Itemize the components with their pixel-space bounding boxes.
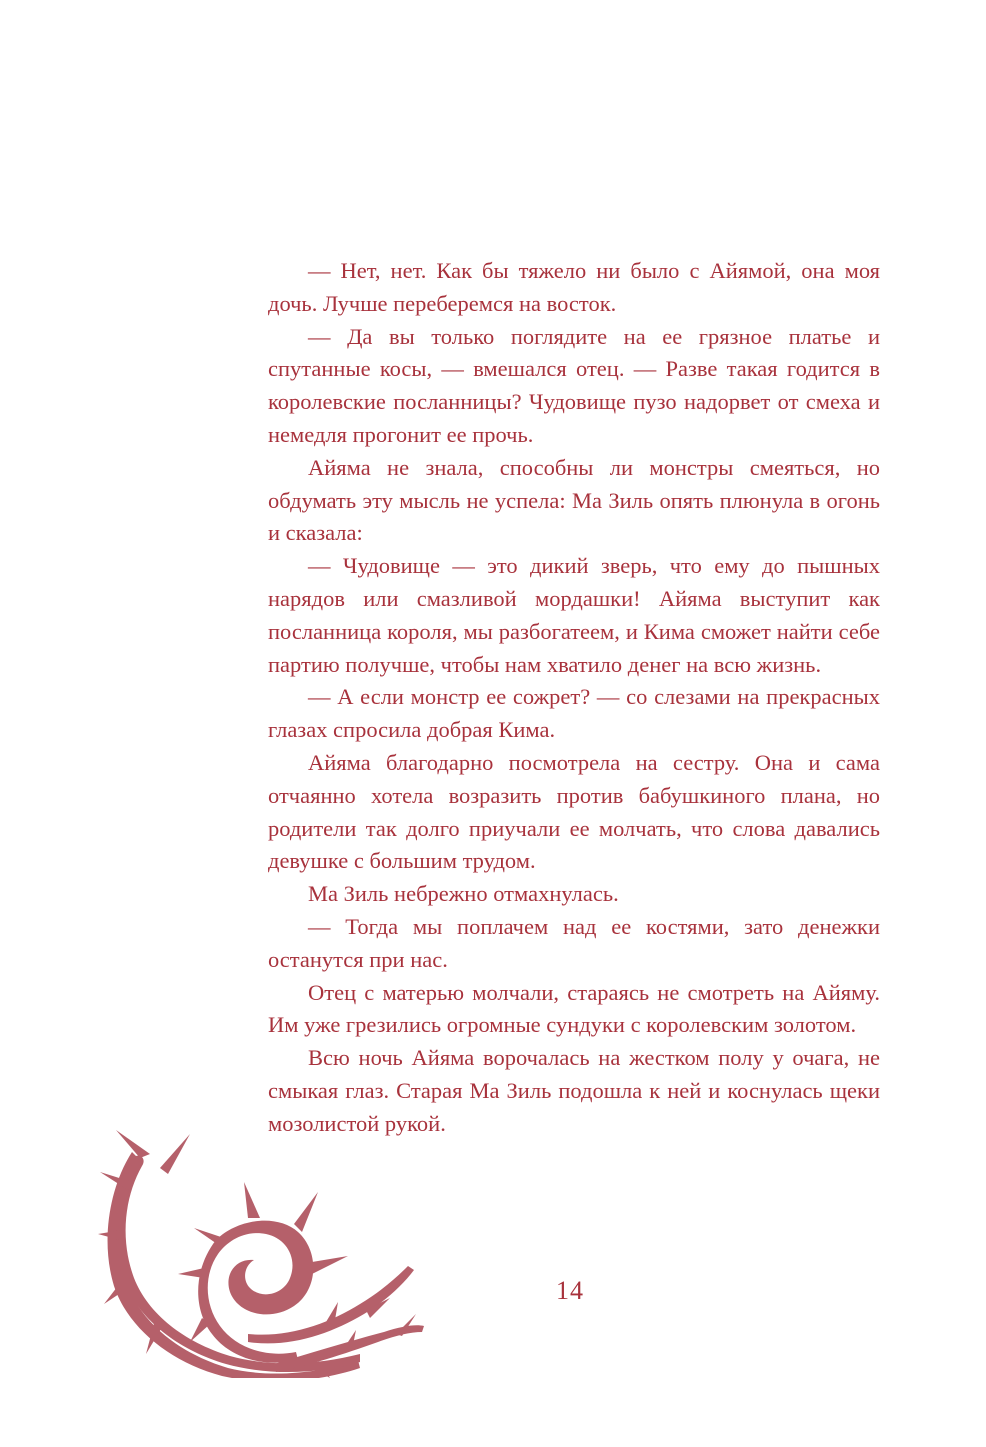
paragraph: Ма Зиль небрежно отмахнулась. (308, 881, 619, 907)
page-number: 14 (556, 1276, 584, 1305)
thorny-vine-ornament-icon (98, 1128, 428, 1378)
paragraph: — А если монстр ее сожрет? — со слезами на прекрасных глазах спросила добрая Кима. (268, 684, 880, 743)
paragraph: — Да вы только поглядите на ее грязное платье и спутанные косы, — вмешался отец. — Разве такая годится в королевские посланницы? Чудовище пузо надорвет от смеха и немедля прогонит ее прочь. (268, 323, 880, 447)
paragraph: — Чудовище — это дикий зверь, что ему до пышных нарядов или смазливой мордашки! Айяма выступит как посланница короля, мы разбогатеем, и Кима сможет найти себе партию получше, чтобы нам хватило денег на всю жизнь. (268, 553, 880, 677)
paragraph: Всю ночь Айяма ворочалась на жестком полу у очага, не смыкая глаз. Старая Ма Зиль подошла к ней и коснулась щеки мозолистой рукой. (268, 1045, 880, 1136)
paragraph: Отец с матерью молчали, стараясь не смотреть на Айяму. Им уже грезились огромные сундуки с королевским золотом. (268, 979, 880, 1038)
paragraph: — Нет, нет. Как бы тяжело ни было с Айямой, она моя дочь. Лучше переберемся на восток. (268, 258, 880, 316)
paragraph: Айяма благодарно посмотрела на сестру. Она и сама отчаянно хотела возразить против бабушкиного плана, но родители так долго приучали ее молчать, что слова давались девушке с большим трудом. (268, 749, 880, 874)
paragraph: — Тогда мы поплачем над ее костями, зато денежки останутся при нас. (268, 913, 880, 972)
paragraph: Айяма не знала, способны ли монстры смеяться, но обдумать эту мысль не успела: Ма Зиль опять плюнула в огонь и сказала: (268, 454, 880, 546)
body-text (268, 255, 880, 1141)
